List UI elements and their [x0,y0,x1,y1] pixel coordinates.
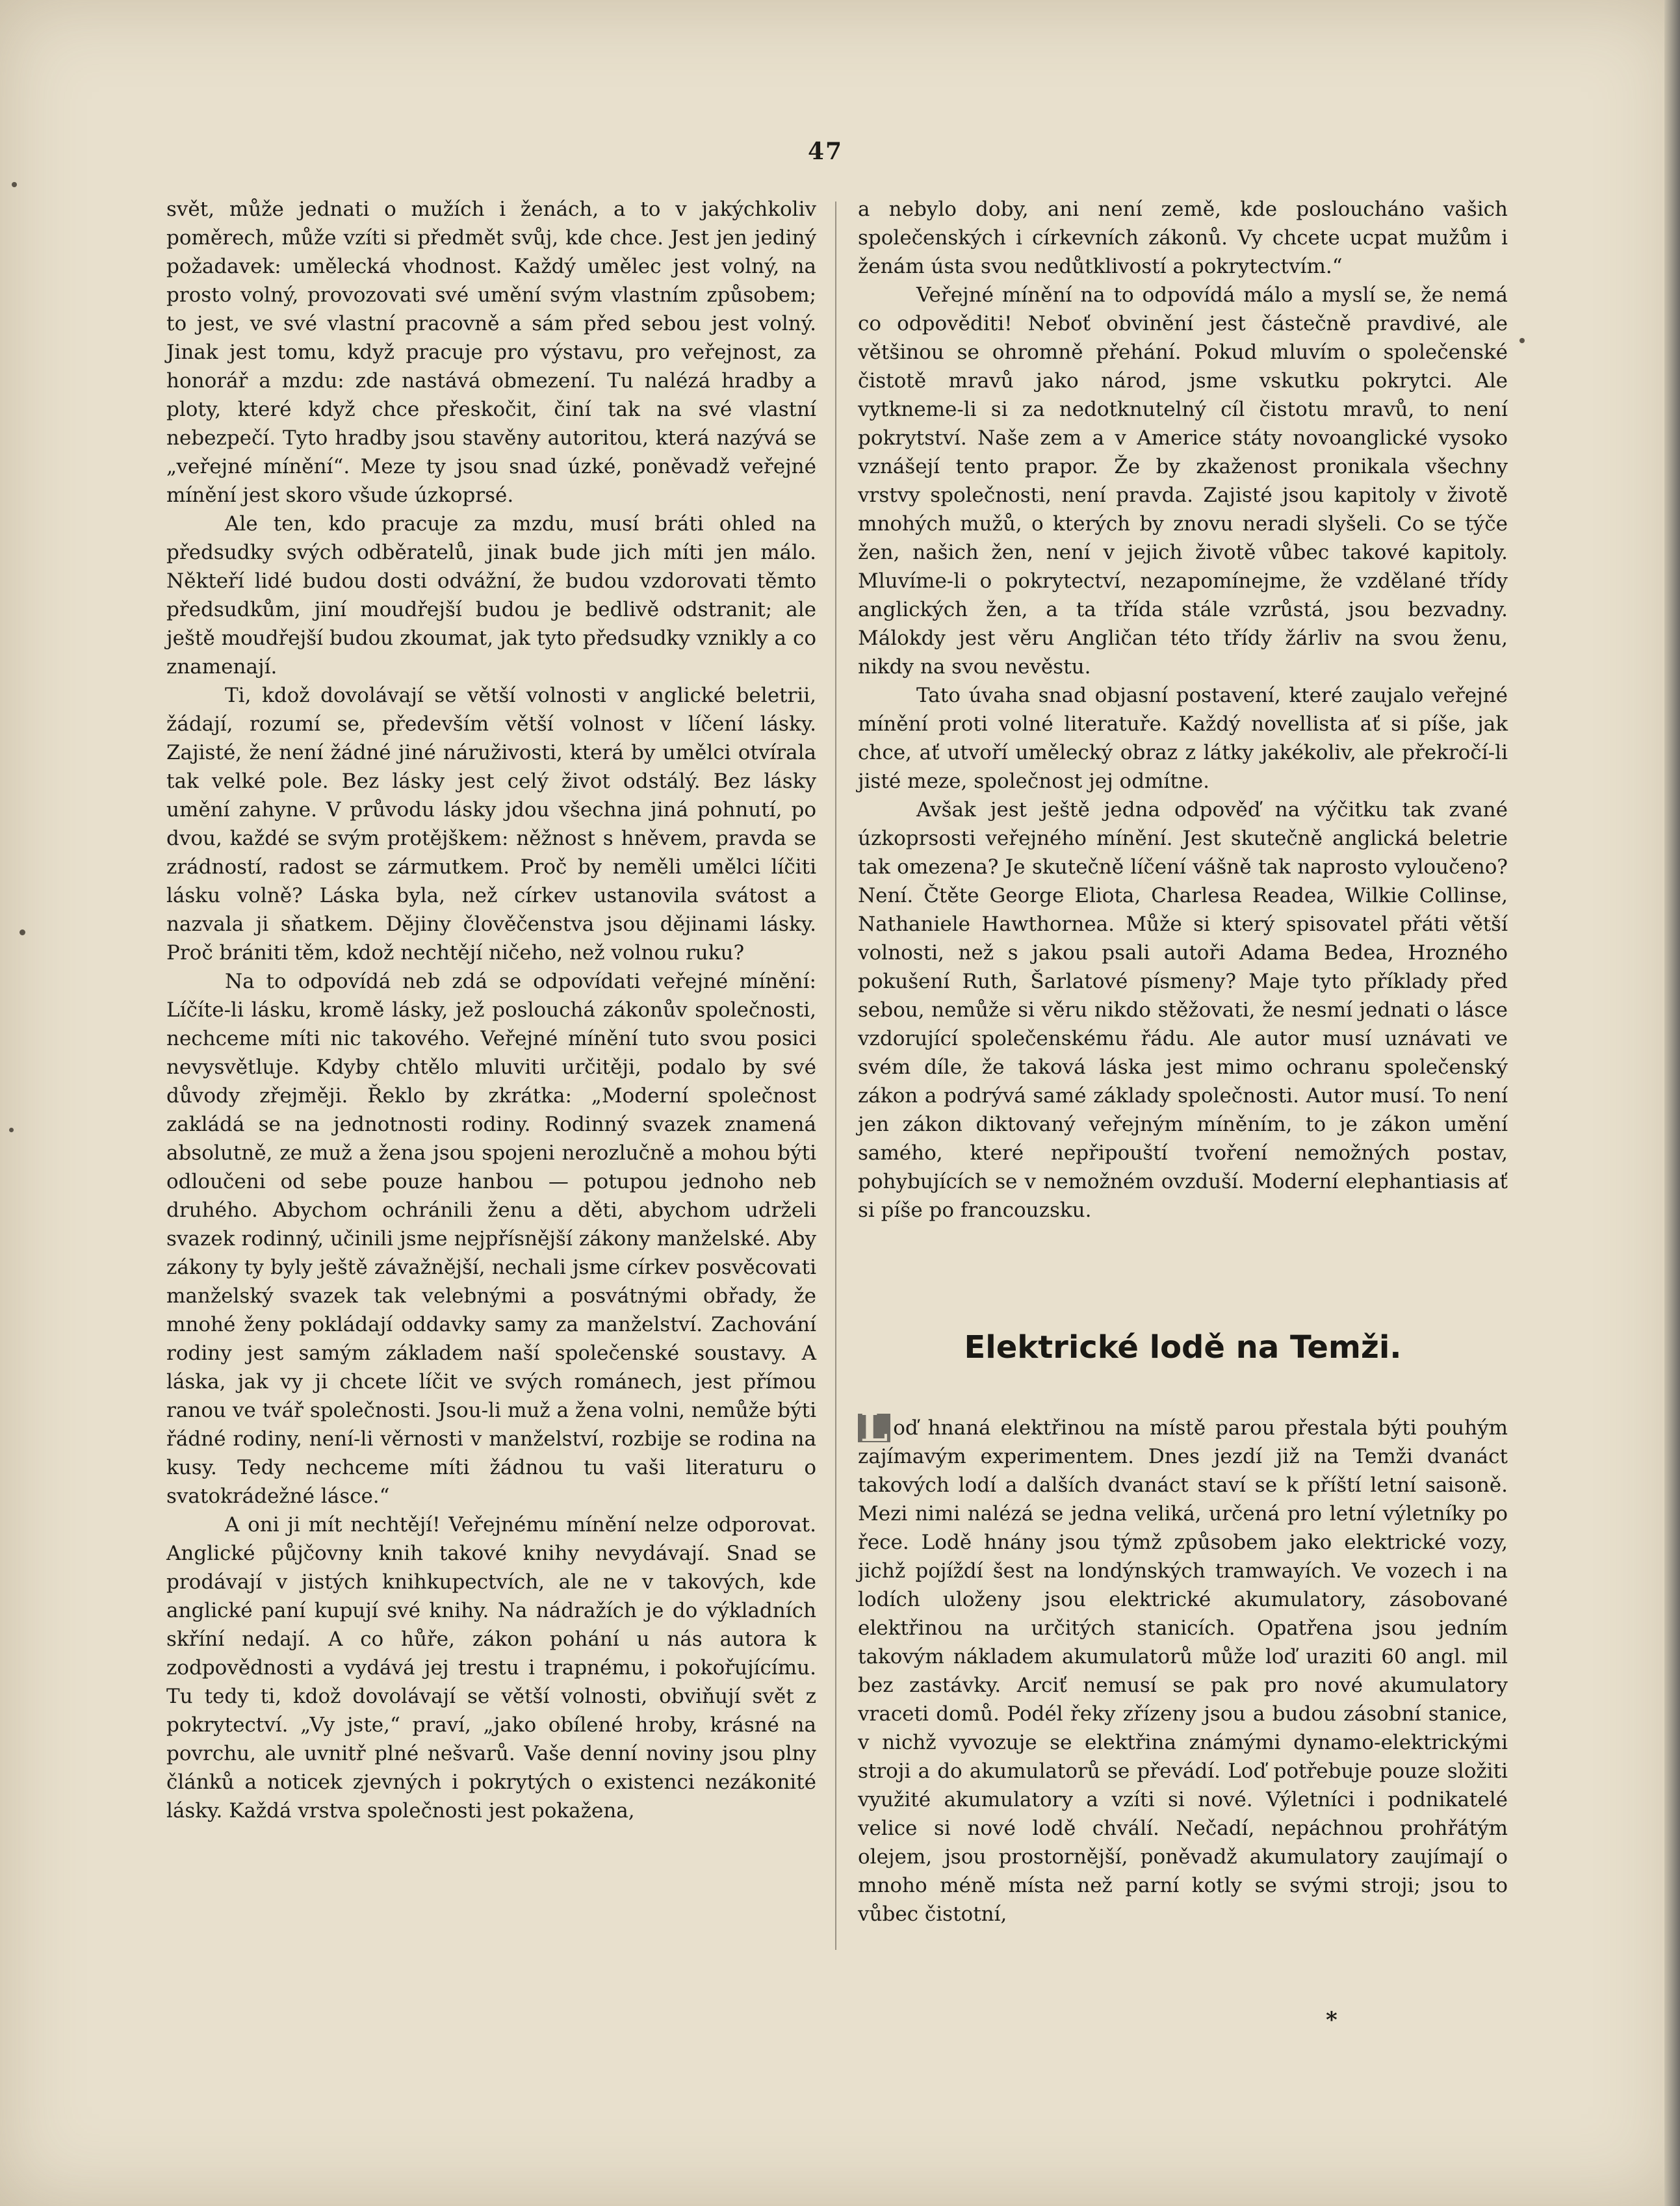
paragraph: Veřejné mínění na to odpovídá málo a myslí se, že nemá co odpověditi! Neboť obvinění jest částečně pravdivé, ale většinou se ohromně přehání. Pokud mluvím o společenské čistotě mravů jako národ, jsme vskutku pokrytci. Ale vytkneme-li si za nedotknutelný cíl čistotu mravů, to není pokrytství. Naše zem a v Americe státy novoanglické vysoko vznášejí tento prapor. Že by zkaženost pronikala všechny vrstvy společnosti, není pravda. Zajisté jsou kapitoly v životě mnohých mužů, o kterých by znovu neradi slyšeli. Co se týče žen, našich žen, není v jejich životě vůbec takové kapitoly. Mluvíme-li o pokrytectví, nezapomínejme, že vzdělané třídy anglických žen, a ta třída stále vzrůstá, jsou bezvadny. Málokdy jest věru Angličan této třídy žárliv na svou ženu, nikdy na svou nevěstu. [858,283,1508,679]
column-divider [835,201,836,1950]
paragraph: Avšak jest ještě jedna odpověď na výčitku tak zvané úzkoprsosti veřejného mínění. Jest skutečně anglická beletrie tak omezena? Je skutečně líčení vášně tak naprosto vyloučeno? Není. Čtěte George Eliota, Charlesa Readea, Wilkie Collinse, Nathaniele Hawthornea. Může si který spisovatel přáti větší volnosti, než s jakou psali autoři Adama Bedea, Hrozného pokušení Ruth, Šarlatové písmeny? Maje tyto příklady před sebou, nemůže si věru nikdo stěžovati, že nesmí jednati o lásce vzdorující společenskému řádu. Ale autor musí uznávati ve svém díle, že taková láska jest mimo ochranu společenský zákon a podrývá samé základy společnosti. Autor musí. To není jen zákon diktovaný veřejným míněním, to je zákon umění samého, které nepřipouští tvoření nemožných postav, pohybujících se v nemožném ovzduší. Moderní elephantiasis ať si píše po francouzsku. [858,798,1508,1222]
page-speck [9,1128,14,1132]
paragraph: a nebylo doby, ani není země, kde posloucháno vašich společenských i církevních zákonů. Vy chcete ucpat mužům i ženám ústa svou nedůtklivostí a pokrytectvím.“ [858,198,1508,278]
article-text: oď hnaná elektřinou na místě parou přestala býti pouhým zajímavým experimentem. Dnes jezdí již na Temži dvanáct takových lodí a dalších dvanáct staví se k příští letní saisoně. Mezi nimi nalézá se jedna veliká, určená pro letní výletníky po řece. Lodě hnány jsou týmž způsobem jako elektrické vozy, jichž pojíždí šest na londýnských tramwayích. Ve vozech i na lodích uloženy jsou elektrické akumulatory, zásobované elektřinou na určitých stanicích. Opatřena jsou jedním takovým nákladem akumulatorů může loď uraziti 60 angl. mil bez zastávky. Arciť nemusí se pak pro nové akumulatory vraceti domů. Podél řeky zřízeny jsou a budou zásobní stanice, v nichž vyvozuje se elektřina známými dynamo-elektrickými stroji a do akumulatorů se převádí. Loď potřebuje pouze složiti využité akumulatory a vzíti si nové. Výletníci i podnikatelé velice si nové lodě chválí. Nečadí, nepáchnou prohřátým olejem, jsou prostornější, poněvadž akumulatory zaujímají o mnoho méně místa než parní kotly se svými stroji; jsou to vůbec čistotní, [858,1416,1508,1926]
article-title: Elektrické lodě na Temži. [964,1329,1402,1366]
article-body [858,1405,1508,1928]
page-number: 47 [807,138,844,165]
right-column [858,195,1508,1225]
paragraph: Tato úvaha snad objasní postavení, které zaujalo veřejné mínění proti volné literatuře. Každý novellista ať si píše, jak chce, ať utvoří umělecký obraz z látky jakékoliv, ale překročí-li jisté meze, společnost jej odmítne. [858,684,1508,793]
paragraph: A oni ji mít nechtějí! Veřejnému mínění nelze odporovat. Anglické půjčovny knih takové knihy nevydávají. Snad se prodávají v jistých knihkupectvích, ale ne v takových, kde anglické paní kupují své knihy. Na nádražích je do výkladních skříní nedají. A co hůře, zákon pohání u nás autora k zodpovědnosti a vydává jej trestu i trapnému, i pokořujícímu. Tu tedy ti, kdož dovolávají se větší volnosti, obviňují svět z pokrytectví. „Vy jste,“ praví, „jako obílené hroby, krásné na povrchu, ale uvnitř plné nešvarů. Vaše denní noviny jsou plny článků a noticek zjevných i pokrytých o existenci nezákonité lásky. Každá vrstva společnosti jest pokažena, [166,1513,816,1823]
page-speck [1519,338,1525,343]
footnote-asterisk: * [1326,2007,1338,2033]
page-speck [19,929,25,935]
left-column [166,195,816,1825]
paragraph: Ale ten, kdo pracuje za mzdu, musí bráti ohled na předsudky svých odběratelů, jinak bude jich míti jen málo. Někteří lidé budou dosti odvážní, že budou vzdorovati těmto předsudkům, jiní moudřejší budou je bedlivě odstranit; ale ještě moudřejší budou zkoumat, jak tyto předsudky vznikly a co znamenají. [166,512,816,679]
paragraph: Ti, kdož dovolávají se větší volnosti v anglické beletrii, žádají, rozumí se, především větší volnost v líčení lásky. Zajisté, že není žádné jiné náruživosti, která by umělci otvírala tak velké pole. Bez lásky jest celý život odstálý. Bez lásky umění zahyne. V průvodu lásky jdou všechna jiná pohnutí, po dvou, každé se svým protějškem: něžnost s hněvem, pravda se zrádností, radost se zármutkem. Proč by neměli umělci líčiti lásku volně? Láska byla, než církev ustanovila svátost a nazvala ji sňatkem. Dějiny člověčenstva jsou dějinami lásky. Proč brániti těm, kdož nechtějí ničeho, než volnou ruku? [166,684,816,965]
page-edge-shadow [1664,0,1680,2206]
drop-cap: L [858,1414,890,1442]
article-paragraph [858,1405,1508,1928]
paragraph: svět, může jednati o mužích i ženách, a to v jakýchkoliv poměrech, může vzíti si předmět svůj, kde chce. Jest jen jediný požadavek: umělecká vhodnost. Každý umělec jest volný, na prosto volný, provozovati své umění svým vlastním způsobem; to jest, ve své vlastní pracovně a sám před sebou jest volný. Jinak jest tomu, když pracuje pro výstavu, pro veřejnost, za honorář a mzdu: zde nastává obmezení. Tu nalézá hradby a ploty, které když chce přeskočit, činí tak na své vlastní nebezpečí. Tyto hradby jsou stavěny autoritou, která nazývá se „veřejné mínění“. Meze ty jsou snad úzké, poněvadž veřejné mínění jest skoro všude úzkoprsé. [166,198,816,507]
page-speck [12,182,17,187]
paragraph: Na to odpovídá neb zdá se odpovídati veřejné mínění: Líčíte-li lásku, kromě lásky, jež poslouchá zákonův společnosti, nechceme míti nic takového. Veřejné mínění tuto svou posici nevysvětluje. Kdyby chtělo mluviti určitěji, podalo by své důvody zřejměji. Řeklo by zkrátka: „Moderní společnost zakládá se na jednotnosti rodiny. Rodinný svazek znamená absolutně, ze muž a žena jsou spojeni nerozlučně a mohou býti odloučeni od sebe pouze hanbou — potupou jednoho neb druhého. Abychom ochránili ženu a děti, abychom udrželi svazek rodinný, učinili jsme nejpřísnější zákony manželské. Aby zákony ty byly ještě závažnější, nechali jsme církev posvěcovati manželský svazek tak velebnými a posvátnými obřady, že mnohé ženy pokládají oddavky samy za manželství. Zachování rodiny jest samým základem naší společenské soustavy. A láska, jak vy ji chcete líčit ve svých románech, jest přímou ranou ve tvář společnosti. Jsou-li muž a žena volni, nemůže býti řádné rodiny, není-li věrnosti v manželství, rozbije se rodina na kusy. Tedy nechceme míti žádnou tu vaši literaturu o svatokrádežné lásce.“ [166,970,816,1508]
